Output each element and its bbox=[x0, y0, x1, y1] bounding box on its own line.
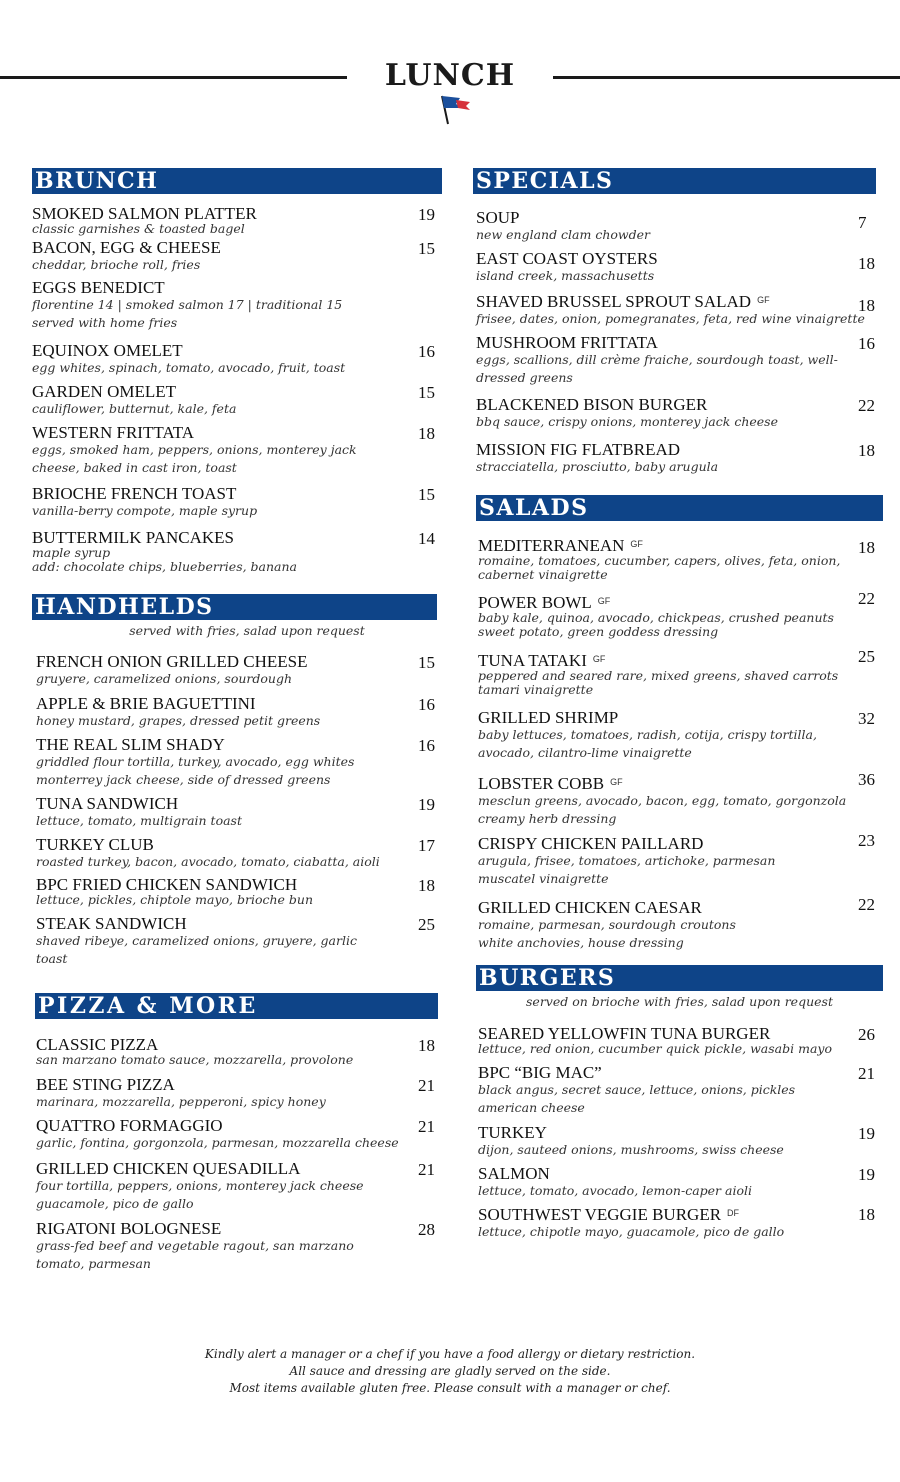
item-description: black angus, secret sauce, lettuce, onions, pickles bbox=[478, 1082, 796, 1097]
item-description: roasted turkey, bacon, avocado, tomato, ciabatta, aioli bbox=[36, 854, 380, 869]
item-name-text: WESTERN FRITTATA bbox=[32, 423, 195, 442]
item-description: arugula, frisee, tomatoes, artichoke, parmesan bbox=[478, 853, 776, 868]
item-name bbox=[32, 424, 357, 441]
item-name-text: TURKEY bbox=[478, 1123, 547, 1142]
specials-item bbox=[476, 250, 658, 285]
item-price: 18 bbox=[418, 1036, 435, 1055]
item-description: classic garnishes & toasted bagel bbox=[32, 221, 245, 236]
footer-line: Kindly alert a manager or a chef if you have a food allergy or dietary restriction. bbox=[204, 1347, 696, 1361]
item-description: frisee, dates, onion, pomegranates, feta, red wine vinaigrette bbox=[476, 311, 865, 326]
item-description: florentine 14 | smoked salmon 17 | traditional 15 bbox=[32, 297, 343, 312]
diet-tag: GF bbox=[592, 654, 606, 664]
item-name-text: FRENCH ONION GRILLED CHEESE bbox=[36, 652, 308, 671]
handhelds-item bbox=[36, 653, 308, 688]
item-price: 15 bbox=[418, 485, 435, 504]
item-price: 36 bbox=[858, 770, 875, 789]
item-name-text: GRILLED SHRIMP bbox=[478, 708, 619, 727]
item-name bbox=[32, 279, 342, 296]
item-price: 22 bbox=[858, 589, 875, 608]
item-name-text: STEAK SANDWICH bbox=[36, 914, 187, 933]
item-description: bbq sauce, crispy onions, monterey jack cheese bbox=[476, 414, 778, 429]
item-name-text: RIGATONI BOLOGNESE bbox=[36, 1219, 222, 1238]
item-name bbox=[476, 292, 865, 310]
handhelds-item bbox=[36, 795, 242, 830]
handhelds-item bbox=[36, 836, 380, 871]
item-name-text: MISSION FIG FLATBREAD bbox=[476, 440, 681, 459]
item-description: mesclun greens, avocado, bacon, egg, tomato, gorgonzola bbox=[478, 793, 847, 808]
item-price: 18 bbox=[858, 538, 875, 557]
salads-item bbox=[478, 774, 846, 828]
item-description: add: chocolate chips, blueberries, banana bbox=[32, 559, 298, 574]
salads-item bbox=[478, 651, 838, 697]
item-description: avocado, cilantro-lime vinaigrette bbox=[478, 745, 692, 760]
lunch-logo bbox=[380, 58, 520, 128]
item-description: american cheese bbox=[478, 1100, 585, 1115]
item-description: dijon, sauteed onions, mushrooms, swiss cheese bbox=[478, 1142, 784, 1157]
handhelds-item bbox=[36, 736, 354, 789]
item-name-text: BPC FRIED CHICKEN SANDWICH bbox=[36, 875, 298, 894]
item-description: baby lettuces, tomatoes, radish, cotija, crispy tortilla, bbox=[478, 727, 817, 742]
item-price: 16 bbox=[858, 334, 875, 353]
section-handhelds: HANDHELDS bbox=[32, 594, 437, 620]
item-name bbox=[476, 334, 838, 351]
item-price: 21 bbox=[418, 1117, 435, 1136]
burgers-note: served on brioche with fries, salad upon request bbox=[526, 994, 833, 1009]
item-name bbox=[36, 915, 357, 932]
footer-line: All sauce and dressing are gladly served on the side. bbox=[289, 1364, 611, 1378]
pizza-item bbox=[36, 1160, 364, 1213]
item-name bbox=[36, 1076, 326, 1093]
section-burgers: BURGERS bbox=[476, 965, 883, 991]
item-name bbox=[478, 1124, 784, 1141]
item-price: 22 bbox=[858, 895, 875, 914]
item-name-text: QUATTRO FORMAGGIO bbox=[36, 1116, 223, 1135]
brunch-item bbox=[32, 205, 257, 236]
item-name bbox=[476, 441, 718, 458]
item-description: new england clam chowder bbox=[476, 227, 650, 242]
item-description: honey mustard, grapes, dressed petit greens bbox=[36, 713, 321, 728]
section-brunch: BRUNCH bbox=[32, 168, 442, 194]
item-description: lettuce, tomato, avocado, lemon-caper aioli bbox=[478, 1183, 752, 1198]
item-description: cheese, baked in cast iron, toast bbox=[32, 460, 237, 475]
pizza-item bbox=[36, 1117, 399, 1152]
item-name bbox=[478, 1025, 832, 1042]
item-description: vanilla-berry compote, maple syrup bbox=[32, 503, 258, 518]
item-name bbox=[476, 250, 658, 267]
handhelds-item bbox=[36, 876, 313, 907]
handhelds-item bbox=[36, 695, 320, 730]
salads-item bbox=[478, 835, 775, 888]
item-name-text: GRILLED CHICKEN CAESAR bbox=[478, 898, 702, 917]
item-price: 25 bbox=[418, 915, 435, 934]
item-price: 28 bbox=[418, 1220, 435, 1239]
item-price: 23 bbox=[858, 831, 875, 850]
item-description: shaved ribeye, caramelized onions, gruyere, garlic bbox=[36, 933, 357, 948]
item-description: lettuce, chipotle mayo, guacamole, pico de gallo bbox=[478, 1224, 785, 1239]
item-description: lettuce, pickles, chiptole mayo, brioche bun bbox=[36, 892, 314, 907]
item-description: muscatel vinaigrette bbox=[478, 871, 609, 886]
diet-tag: GF bbox=[610, 777, 623, 787]
item-name bbox=[478, 1064, 795, 1081]
specials-item bbox=[476, 292, 865, 328]
item-name-text: THE REAL SLIM SHADY bbox=[36, 735, 225, 754]
item-description: eggs, scallions, dill crème fraiche, sourdough toast, well- bbox=[476, 352, 838, 367]
diet-tag: DF bbox=[727, 1208, 740, 1218]
item-description: served with home fries bbox=[32, 315, 178, 330]
item-price: 15 bbox=[418, 239, 435, 258]
item-name bbox=[32, 239, 221, 256]
item-name-text: SALMON bbox=[478, 1164, 550, 1183]
item-description: baby kale, quinoa, avocado, chickpeas, crushed peanuts bbox=[478, 610, 834, 625]
item-description: grass-fed beef and vegetable ragout, san marzano bbox=[36, 1238, 354, 1253]
item-name-text: GRILLED CHICKEN QUESADILLA bbox=[36, 1159, 301, 1178]
item-description: peppered and seared rare, mixed greens, shaved carrots bbox=[478, 668, 839, 683]
item-description: egg whites, spinach, tomato, avocado, fruit, toast bbox=[32, 360, 346, 375]
item-name-text: BACON, EGG & CHEESE bbox=[32, 238, 221, 257]
item-description: monterrey jack cheese, side of dressed greens bbox=[36, 772, 331, 787]
item-price: 16 bbox=[418, 342, 435, 361]
burgers-item bbox=[478, 1165, 752, 1200]
item-description: garlic, fontina, gorgonzola, parmesan, mozzarella cheese bbox=[36, 1135, 399, 1150]
brunch-item bbox=[32, 239, 221, 274]
item-name bbox=[36, 836, 380, 853]
salads-item bbox=[478, 899, 736, 952]
item-price: 16 bbox=[418, 695, 435, 714]
page-title: LUNCH bbox=[384, 58, 516, 93]
item-price: 18 bbox=[858, 1205, 875, 1224]
item-name bbox=[36, 795, 242, 812]
item-name-text: EGGS BENEDICT bbox=[32, 278, 165, 297]
salads-item bbox=[478, 536, 840, 582]
salads-item bbox=[478, 709, 817, 762]
item-price: 15 bbox=[418, 653, 435, 672]
item-name-text: TUNA TATAKI bbox=[478, 651, 587, 670]
brunch-item bbox=[32, 342, 345, 377]
item-name bbox=[36, 1036, 353, 1053]
item-price: 18 bbox=[418, 424, 435, 443]
item-description: lettuce, red onion, cucumber quick pickle, wasabi mayo bbox=[478, 1041, 832, 1056]
header-rule-left bbox=[0, 76, 347, 79]
specials-item bbox=[476, 441, 718, 476]
specials-item bbox=[476, 396, 778, 431]
diet-tag: GF bbox=[597, 596, 611, 606]
burgers-item bbox=[478, 1064, 795, 1117]
item-description: stracciatella, prosciutto, baby arugula bbox=[476, 459, 719, 474]
item-price: 25 bbox=[858, 647, 875, 666]
item-name bbox=[36, 876, 313, 893]
item-description: tomato, parmesan bbox=[36, 1256, 151, 1271]
brunch-item bbox=[32, 424, 357, 477]
pizza-item bbox=[36, 1076, 326, 1111]
item-name-text: TURKEY CLUB bbox=[36, 835, 154, 854]
item-name-text: SEARED YELLOWFIN TUNA BURGER bbox=[478, 1024, 771, 1043]
item-price: 21 bbox=[858, 1064, 875, 1083]
item-name bbox=[478, 709, 817, 726]
item-name-text: CRISPY CHICKEN PAILLARD bbox=[478, 834, 704, 853]
section-specials: SPECIALS bbox=[473, 168, 876, 194]
item-description: lettuce, tomato, multigrain toast bbox=[36, 813, 242, 828]
item-price: 19 bbox=[858, 1124, 875, 1143]
item-description: romaine, tomatoes, cucumber, capers, olives, feta, onion, bbox=[478, 553, 841, 568]
item-name bbox=[32, 383, 236, 400]
item-description: cauliflower, butternut, kale, feta bbox=[32, 401, 237, 416]
item-name-text: SMOKED SALMON PLATTER bbox=[32, 204, 257, 223]
item-name bbox=[36, 736, 354, 753]
item-description: dressed greens bbox=[476, 370, 573, 385]
item-name bbox=[478, 536, 840, 554]
item-price: 15 bbox=[418, 383, 435, 402]
item-name-text: GARDEN OMELET bbox=[32, 382, 177, 401]
item-name bbox=[36, 653, 308, 670]
item-description: gruyere, caramelized onions, sourdough bbox=[36, 671, 292, 686]
item-price: 18 bbox=[858, 254, 875, 273]
burgers-item bbox=[478, 1205, 784, 1241]
item-name-text: MUSHROOM FRITTATA bbox=[476, 333, 658, 352]
item-name bbox=[36, 1160, 364, 1177]
item-price: 18 bbox=[418, 876, 435, 895]
footer-line: Most items available gluten free. Please consult with a manager or chef. bbox=[229, 1381, 671, 1395]
item-name-text: POWER BOWL bbox=[478, 593, 592, 612]
item-price: 21 bbox=[418, 1160, 435, 1179]
item-name-text: BRIOCHE FRENCH TOAST bbox=[32, 484, 237, 503]
item-price: 26 bbox=[858, 1025, 875, 1044]
brunch-item bbox=[32, 383, 236, 418]
diet-tag: GF bbox=[757, 295, 770, 305]
item-name-text: CLASSIC PIZZA bbox=[36, 1035, 159, 1054]
item-description: tamari vinaigrette bbox=[478, 682, 594, 697]
item-name-text: SOUTHWEST VEGGIE BURGER bbox=[478, 1205, 722, 1224]
item-description: white anchovies, house dressing bbox=[478, 935, 684, 950]
brunch-item bbox=[32, 529, 297, 574]
item-name-text: EAST COAST OYSTERS bbox=[476, 249, 658, 268]
item-description: toast bbox=[36, 951, 68, 966]
burgers-item bbox=[478, 1025, 832, 1056]
item-description: cabernet vinaigrette bbox=[478, 567, 608, 582]
brunch-item bbox=[32, 279, 342, 332]
item-description: island creek, massachusetts bbox=[476, 268, 655, 283]
item-name bbox=[476, 396, 778, 413]
burgers-item bbox=[478, 1124, 784, 1159]
item-name-text: BPC “BIG MAC” bbox=[478, 1063, 602, 1082]
item-description: san marzano tomato sauce, mozzarella, provolone bbox=[36, 1052, 354, 1067]
item-name-text: BUTTERMILK PANCAKES bbox=[32, 528, 234, 547]
item-name bbox=[32, 529, 297, 546]
brunch-item bbox=[32, 485, 257, 520]
specials-item bbox=[476, 209, 650, 244]
item-name bbox=[32, 205, 257, 222]
handhelds-item bbox=[36, 915, 357, 968]
header-rule-right bbox=[553, 76, 900, 79]
section-pizza: PIZZA & MORE bbox=[35, 993, 438, 1019]
item-name-text: EQUINOX OMELET bbox=[32, 341, 183, 360]
item-description: griddled flour tortilla, turkey, avocado, egg whites bbox=[36, 754, 355, 769]
salads-item bbox=[478, 593, 834, 639]
item-price: 32 bbox=[858, 709, 875, 728]
item-price: 19 bbox=[418, 795, 435, 814]
pizza-item bbox=[36, 1036, 353, 1067]
item-price: 18 bbox=[858, 296, 875, 315]
item-price: 17 bbox=[418, 836, 435, 855]
item-name bbox=[32, 485, 257, 502]
item-name-text: APPLE & BRIE BAGUETTINI bbox=[36, 694, 256, 713]
item-name-text: MEDITERRANEAN bbox=[478, 536, 625, 555]
item-description: creamy herb dressing bbox=[478, 811, 617, 826]
item-description: four tortilla, peppers, onions, monterey jack cheese bbox=[36, 1178, 364, 1193]
item-name-text: BEE STING PIZZA bbox=[36, 1075, 175, 1094]
footer-notice bbox=[0, 1346, 900, 1397]
item-name bbox=[36, 1117, 399, 1134]
item-price: 19 bbox=[858, 1165, 875, 1184]
item-name bbox=[478, 651, 838, 669]
flag-icon bbox=[430, 90, 474, 126]
item-name bbox=[478, 1165, 752, 1182]
specials-item bbox=[476, 334, 838, 387]
item-name bbox=[478, 1205, 784, 1223]
item-description: marinara, mozzarella, pepperoni, spicy honey bbox=[36, 1094, 326, 1109]
item-description: sweet potato, green goddess dressing bbox=[478, 624, 719, 639]
item-name-text: SOUP bbox=[476, 208, 520, 227]
item-price: 16 bbox=[418, 736, 435, 755]
item-description: eggs, smoked ham, peppers, onions, monterey jack bbox=[32, 442, 357, 457]
diet-tag: GF bbox=[630, 539, 643, 549]
item-name bbox=[478, 899, 736, 916]
item-name-text: TUNA SANDWICH bbox=[36, 794, 179, 813]
handhelds-note: served with fries, salad upon request bbox=[129, 623, 365, 638]
item-name-text: SHAVED BRUSSEL SPROUT SALAD bbox=[476, 292, 752, 311]
item-price: 14 bbox=[418, 529, 435, 548]
item-price: 7 bbox=[858, 213, 867, 232]
item-description: guacamole, pico de gallo bbox=[36, 1196, 194, 1211]
item-name bbox=[476, 209, 650, 226]
section-salads: SALADS bbox=[476, 495, 883, 521]
item-price: 22 bbox=[858, 396, 875, 415]
item-name bbox=[36, 1220, 354, 1237]
item-name bbox=[36, 695, 320, 712]
item-name bbox=[478, 774, 846, 792]
item-description: romaine, parmesan, sourdough croutons bbox=[478, 917, 736, 932]
item-description: cheddar, brioche roll, fries bbox=[32, 257, 201, 272]
pizza-item bbox=[36, 1220, 354, 1273]
item-price: 21 bbox=[418, 1076, 435, 1095]
item-name bbox=[32, 342, 345, 359]
item-price: 19 bbox=[418, 205, 435, 224]
item-name-text: LOBSTER COBB bbox=[478, 774, 605, 793]
item-name bbox=[478, 593, 834, 611]
item-name bbox=[478, 835, 775, 852]
item-price: 18 bbox=[858, 441, 875, 460]
item-name-text: BLACKENED BISON BURGER bbox=[476, 395, 708, 414]
item-description: maple syrup bbox=[32, 545, 111, 560]
